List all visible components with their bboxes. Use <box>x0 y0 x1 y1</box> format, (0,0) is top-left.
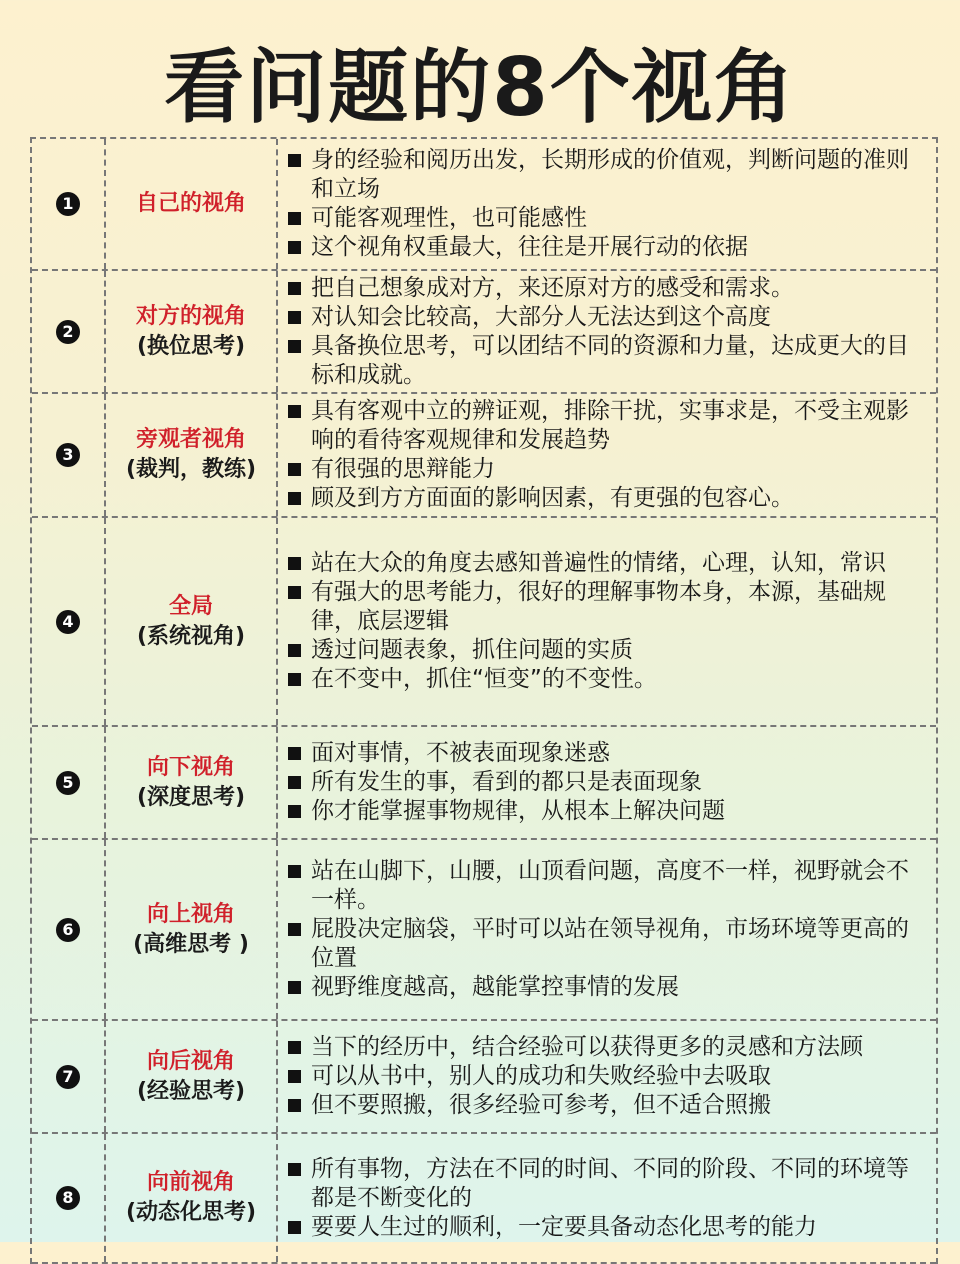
square-bullet-icon <box>288 405 301 418</box>
list-item: 站在山脚下，山腰，山顶看问题，高度不一样，视野就会不一样。 <box>288 857 926 915</box>
square-bullet-icon <box>288 282 301 295</box>
perspective-name: 全局 <box>168 593 213 619</box>
table-row <box>32 1021 936 1134</box>
table-row <box>32 271 936 394</box>
page-title: 看问题的8个视角 <box>164 41 796 134</box>
square-bullet-icon <box>288 981 301 994</box>
list-item: 面对事情，不被表面现象迷惑 <box>288 739 926 768</box>
perspective-name: 向前视角 <box>146 1170 235 1195</box>
square-bullet-icon <box>288 923 301 936</box>
list-item: 视野维度越高，越能掌控事情的发展 <box>288 973 926 1002</box>
row-number-badge: 1 <box>56 192 80 216</box>
square-bullet-icon <box>288 644 301 657</box>
table-row <box>32 518 936 727</box>
square-bullet-icon <box>288 776 301 789</box>
square-bullet-icon <box>288 241 301 254</box>
list-item: 有很强的思辩能力 <box>288 455 926 484</box>
points-list <box>278 271 936 392</box>
list-item: 所有发生的事，看到的都只是表面现象 <box>288 768 926 797</box>
table-row <box>32 727 936 840</box>
square-bullet-icon <box>288 747 301 760</box>
perspective-subtitle: (高维思考 ) <box>133 931 249 957</box>
square-bullet-icon <box>288 212 301 225</box>
square-bullet-icon <box>288 1221 301 1234</box>
square-bullet-icon <box>288 311 301 324</box>
perspective-subtitle: (经验思考) <box>136 1078 246 1104</box>
perspective-subtitle: (换位思考) <box>136 333 246 359</box>
list-item: 可能客观理性，也可能感性 <box>288 204 926 233</box>
perspective-subtitle: (深度思考) <box>136 784 246 810</box>
square-bullet-icon <box>288 865 301 878</box>
square-bullet-icon <box>288 673 301 686</box>
square-bullet-icon <box>288 1163 301 1176</box>
square-bullet-icon <box>288 586 301 599</box>
row-number-badge: 2 <box>56 320 80 344</box>
square-bullet-icon <box>288 154 301 167</box>
perspective-subtitle: (系统视角) <box>136 623 246 649</box>
row-number-badge: 5 <box>56 771 80 795</box>
square-bullet-icon <box>288 340 301 353</box>
perspective-name: 向下视角 <box>146 754 235 780</box>
perspective-name: 向上视角 <box>146 901 235 927</box>
list-item: 屁股决定脑袋，平时可以站在领导视角，市场环境等更高的位置 <box>288 915 926 973</box>
perspective-name: 旁观者视角 <box>135 427 246 452</box>
row-number-badge: 7 <box>56 1065 80 1089</box>
points-list <box>278 394 936 516</box>
square-bullet-icon <box>288 1099 301 1112</box>
square-bullet-icon <box>288 557 301 570</box>
points-list <box>278 139 936 269</box>
points-list <box>278 518 936 725</box>
perspective-name: 自己的视角 <box>135 191 246 216</box>
list-item: 有强大的思考能力，很好的理解事物本身，本源，基础规律，底层逻辑 <box>288 578 926 636</box>
perspective-subtitle: (动态化思考) <box>125 1200 257 1225</box>
list-item: 这个视角权重最大，往往是开展行动的依据 <box>288 233 926 262</box>
list-item: 身的经验和阅历出发，长期形成的价值观，判断问题的准则和立场 <box>288 146 926 204</box>
row-number-badge: 4 <box>56 610 80 634</box>
list-item: 但不要照搬，很多经验可参考，但不适合照搬 <box>288 1091 926 1120</box>
list-item: 所有事物，方法在不同的时间、不同的阶段、不同的环境等都是不断变化的 <box>288 1155 926 1213</box>
points-list <box>278 1134 936 1262</box>
points-list <box>278 1021 936 1132</box>
perspective-name: 向后视角 <box>146 1048 235 1074</box>
table-row <box>32 1134 936 1264</box>
row-number-badge: 6 <box>56 918 80 942</box>
list-item: 具有客观中立的辨证观，排除干扰，实事求是，不受主观影响的看待客观规律和发展趋势 <box>288 397 926 455</box>
points-list <box>278 840 936 1019</box>
table-row <box>32 139 936 271</box>
list-item: 当下的经历中，结合经验可以获得更多的灵感和方法顾 <box>288 1033 926 1062</box>
list-item: 透过问题表象，抓住问题的实质 <box>288 636 926 665</box>
square-bullet-icon <box>288 1041 301 1054</box>
list-item: 顾及到方方面面的影响因素，有更强的包容心。 <box>288 484 926 513</box>
list-item: 站在大众的角度去感知普遍性的情绪，心理，认知，常识 <box>288 549 926 578</box>
table-row <box>32 840 936 1021</box>
perspectives-table <box>30 137 938 1264</box>
table-row <box>32 394 936 518</box>
list-item: 对认知会比较高，大部分人无法达到这个高度 <box>288 303 926 332</box>
list-item: 在不变中，抓住“恒变”的不变性。 <box>288 665 926 694</box>
square-bullet-icon <box>288 1070 301 1083</box>
square-bullet-icon <box>288 492 301 505</box>
perspective-name: 对方的视角 <box>135 303 246 329</box>
points-list <box>278 727 936 838</box>
square-bullet-icon <box>288 463 301 476</box>
list-item: 把自己想象成对方，来还原对方的感受和需求。 <box>288 274 926 303</box>
row-number-badge: 3 <box>56 443 80 467</box>
row-number-badge: 8 <box>56 1186 80 1210</box>
list-item: 可以从书中，别人的成功和失败经验中去吸取 <box>288 1062 926 1091</box>
perspective-subtitle: (裁判，教练) <box>125 457 257 482</box>
list-item: 具备换位思考，可以团结不同的资源和力量，达成更大的目标和成就。 <box>288 332 926 390</box>
list-item: 要要人生过的顺利，一定要具备动态化思考的能力 <box>288 1213 926 1242</box>
square-bullet-icon <box>288 805 301 818</box>
list-item: 你才能掌握事物规律，从根本上解决问题 <box>288 797 926 826</box>
